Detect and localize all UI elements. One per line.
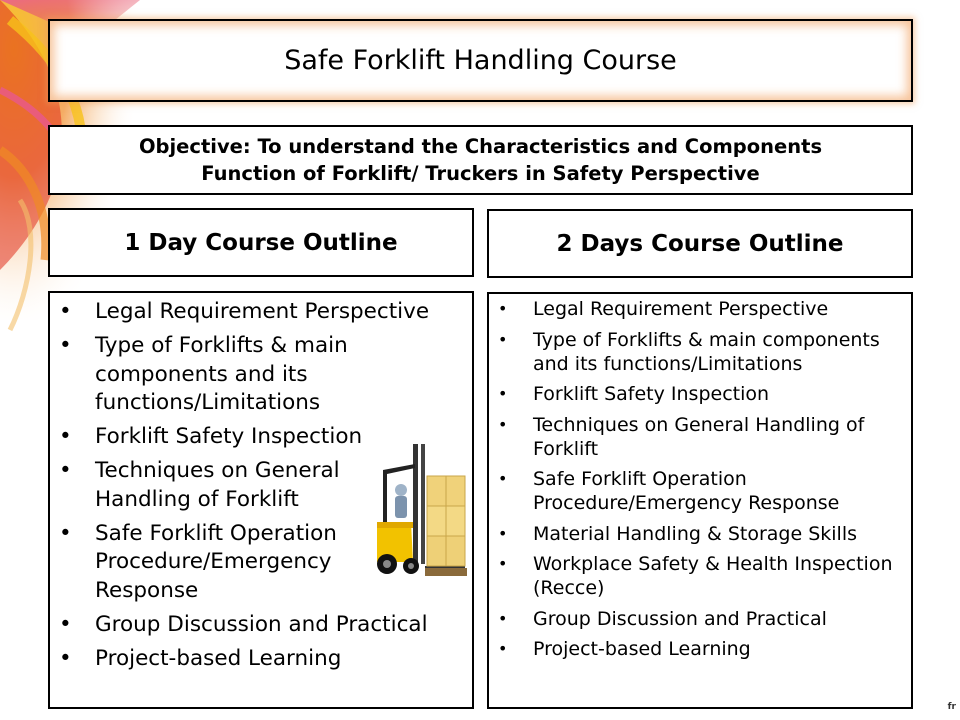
list-item: • Safe Forklift Operation Procedure/Emergency Response <box>95 520 365 606</box>
page-title: Safe Forklift Handling Course <box>284 45 677 76</box>
day1-heading-box <box>48 208 474 277</box>
list-item: • Workplace Safety & Health Inspection (Recce) <box>533 552 899 600</box>
list-item: • Type of Forklifts & main components and its functions/Limitations <box>533 328 899 376</box>
day2-heading: 2 Days Course Outline <box>556 230 844 257</box>
watermark-text: fr <box>947 702 956 712</box>
day2-outline-list <box>533 297 899 668</box>
list-item: • Legal Requirement Perspective <box>95 298 464 327</box>
list-item: • Forklift Safety Inspection <box>95 423 464 452</box>
day2-heading-box <box>487 209 913 278</box>
list-item: • Type of Forklifts & main components and its functions/Limitations <box>95 332 464 418</box>
list-item: • Group Discussion and Practical <box>533 607 899 631</box>
objective-line-1: Objective: To understand the Characteristics and Components <box>138 135 823 158</box>
list-item: • Safe Forklift Operation Procedure/Emergency Response <box>533 467 899 515</box>
list-item: • Forklift Safety Inspection <box>533 382 899 406</box>
day2-outline-box <box>487 292 913 709</box>
list-item: • Project-based Learning <box>95 645 464 674</box>
list-item: • Project-based Learning <box>533 637 899 661</box>
list-item: • Material Handling & Storage Skills <box>533 522 899 546</box>
course-title-box <box>48 19 913 102</box>
day1-heading: 1 Day Course Outline <box>124 229 398 256</box>
list-item: • Group Discussion and Practical <box>95 611 464 640</box>
list-item: • Techniques on General Handling of Forklift <box>533 413 899 461</box>
list-item: • Techniques on General Handling of Forklift <box>95 457 365 514</box>
objective-line-2: Function of Forklift/ Truckers in Safety Perspective <box>201 162 760 185</box>
forklift-illustration-icon <box>375 440 470 590</box>
list-item: • Legal Requirement Perspective <box>533 297 899 321</box>
objective-box <box>48 125 913 195</box>
